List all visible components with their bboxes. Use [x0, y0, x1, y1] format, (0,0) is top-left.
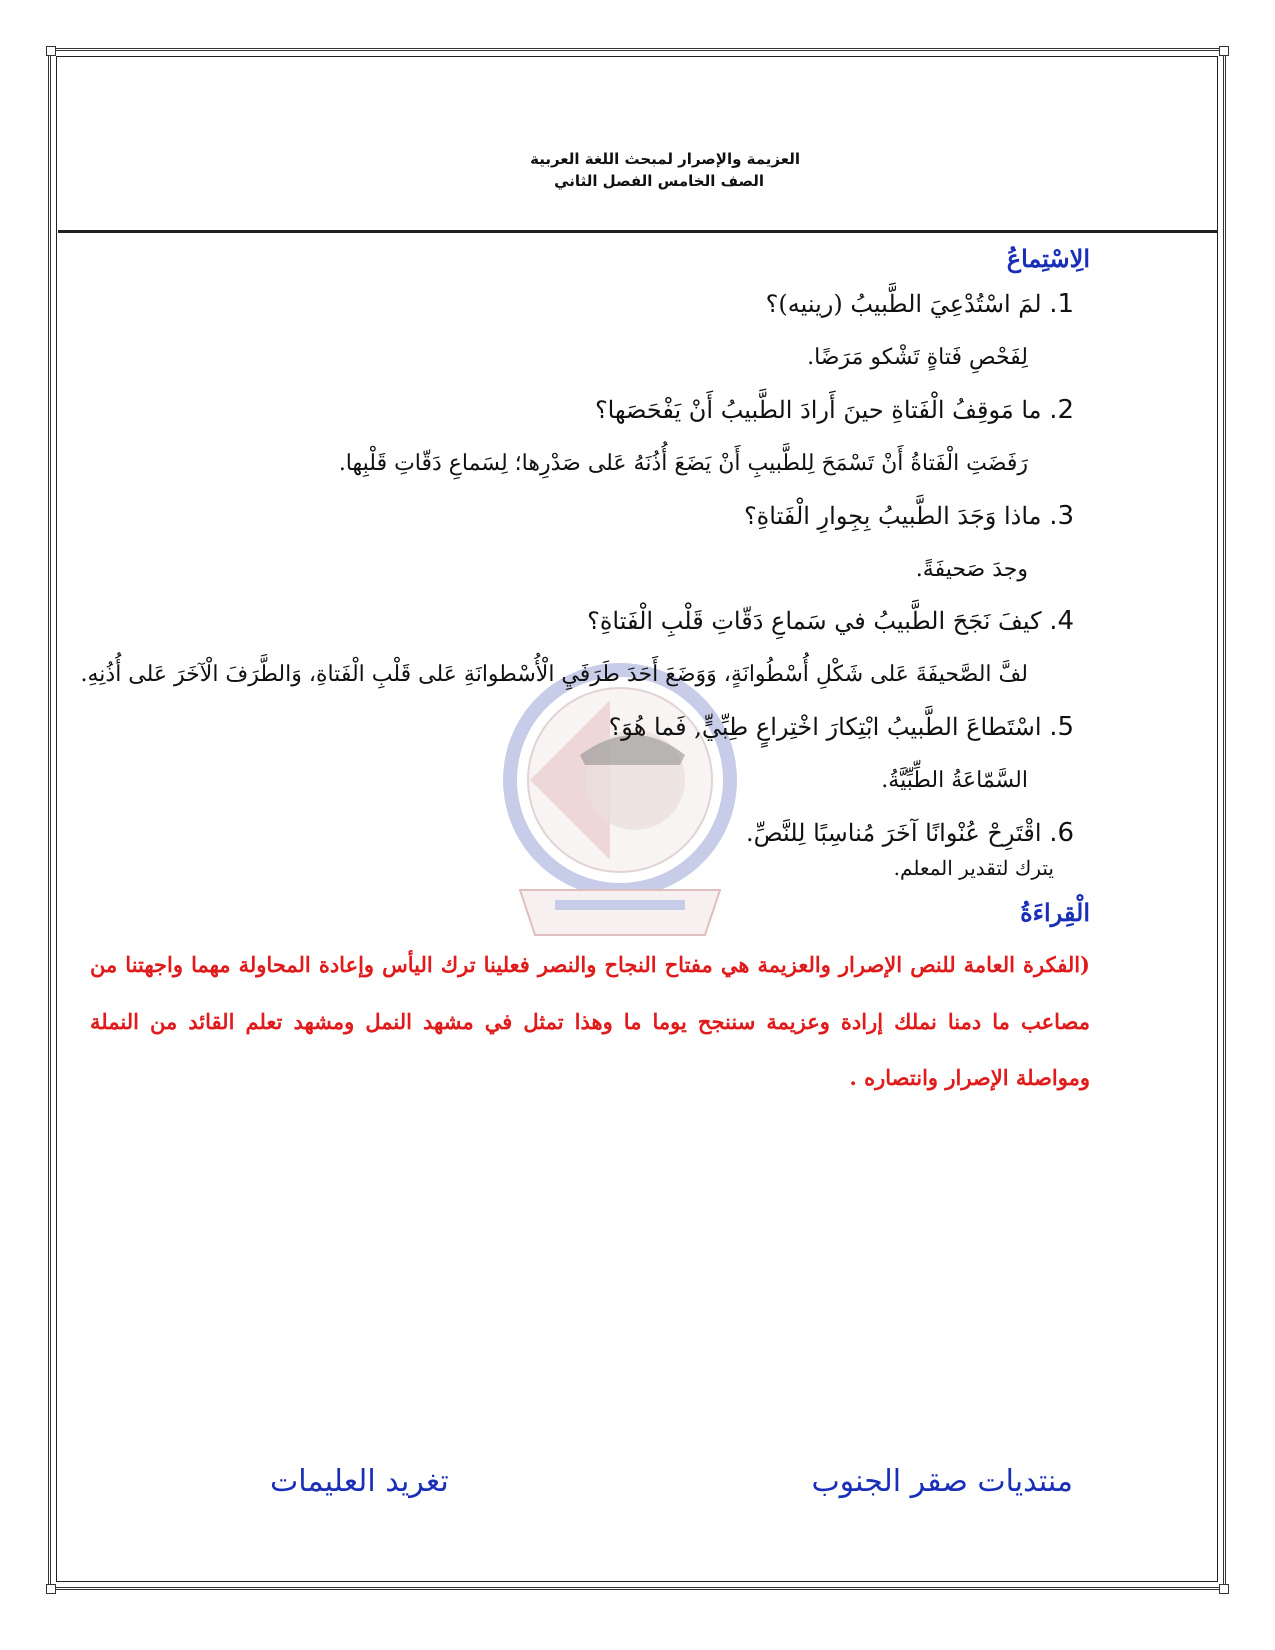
header-divider: [58, 230, 1218, 233]
question-label: اسْتَطاعَ الطَّبيبُ ابْتِكارَ اخْتِراعٍ طِبِّيٍّ, فَما هُوَ؟: [608, 713, 1042, 742]
question-label: كيفَ نَجَحَ الطَّبيبُ في سَماعِ دَقّاتِ قَلْبِ الْفَتاةِ؟: [587, 607, 1042, 636]
question-item: [94, 501, 1090, 591]
reading-main-idea: (الفكرة العامة للنص الإصرار والعزيمة هي مفتاح النجاح والنصر فعلينا ترك اليأس وإعادة المحاولة مهما واجهتنا من مصاعب ما دمنا نملك إرادة وعزيمة سننجح يوما ما وهذا تمثل في مشهد النمل ومشهد تعلم القائد من النملة ومواصلة الإصرار وانتصاره .: [90, 951, 1090, 1091]
footer-author-name: تغريد العليمات: [270, 1464, 449, 1499]
question-item: [94, 818, 1090, 880]
question-item: [94, 395, 1090, 485]
reading-title: الْقِراءَةُ: [1020, 897, 1090, 927]
question-number: 6.: [1049, 817, 1074, 848]
question-text: [94, 395, 1090, 425]
question-label: ما مَوقِفُ الْفَتاةِ حينَ أَرادَ الطَّبيبُ أَنْ يَفْحَصَها؟: [594, 395, 1042, 424]
question-number: 1.: [1049, 289, 1074, 319]
question-text: [94, 501, 1090, 531]
answer-text: رَفَضَتِ الْفَتاةُ أَنْ تَسْمَحَ لِلطَّبيبِ أَنْ يَضَعَ أُذُنَهُ عَلى صَدْرِها؛ لِسَماعِ دَقّاتِ قَلْبِها.: [338, 450, 1028, 476]
question-label: اقْتَرِحْ عُنْوانًا آخَرَ مُناسِبًا لِلنَّصِّ.: [745, 818, 1042, 847]
question-item: [94, 289, 1090, 379]
question-number: 2.: [1049, 394, 1074, 425]
border-corner: [1219, 46, 1229, 56]
question-number: 5.: [1049, 712, 1074, 743]
header-subtitle: الصف الخامس الفصل الثاني: [554, 172, 764, 190]
answer-text: وجدَ صَحيفَةً.: [915, 556, 1028, 582]
footer-forum-name: منتديات صقر الجنوب: [811, 1464, 1073, 1499]
question-number: 3.: [1049, 500, 1074, 531]
document-header: [300, 150, 800, 190]
question-text: [94, 289, 1090, 319]
question-text: [94, 712, 1090, 742]
border-corner: [46, 46, 56, 56]
main-content: [80, 244, 1090, 1107]
border-corner: [1219, 1584, 1229, 1594]
question-item: [80, 606, 1090, 696]
answer-text: يترك لتقدير المعلم.: [893, 855, 1054, 880]
answer-text: السَّمّاعَةُ الطِّبِّيَّةُ.: [881, 768, 1028, 794]
listening-title: الِاسْتِماعُ: [1006, 244, 1090, 273]
question-text: [94, 606, 1090, 636]
header-title: العزيمة والإصرار لمبحث اللغة العربية: [530, 150, 800, 168]
question-number: 4.: [1049, 606, 1074, 637]
question-text: [94, 818, 1090, 848]
question-label: لمَ اسْتُدْعِيَ الطَّبيبُ (رينيه)؟: [765, 290, 1042, 318]
border-corner: [46, 1584, 56, 1594]
answer-text: لفَّ الصَّحيفَةَ عَلى شَكْلِ أُسْطُوانَةٍ، وَوَضَعَ أَحَدَ طَرَفَيِ الْأُسْطوانَةِ عَلى قَلْبِ الْفَتاةِ، وَالطَّرَفَ الْآخَرَ عَلى أُذُنِهِ.: [80, 662, 1028, 688]
question-label: ماذا وَجَدَ الطَّبيبُ بِجِوارِ الْفَتاةِ؟: [743, 501, 1042, 530]
question-item: [94, 712, 1090, 802]
answer-text: لِفَحْصِ فَتاةٍ تَشْكو مَرَضًا.: [807, 345, 1028, 370]
